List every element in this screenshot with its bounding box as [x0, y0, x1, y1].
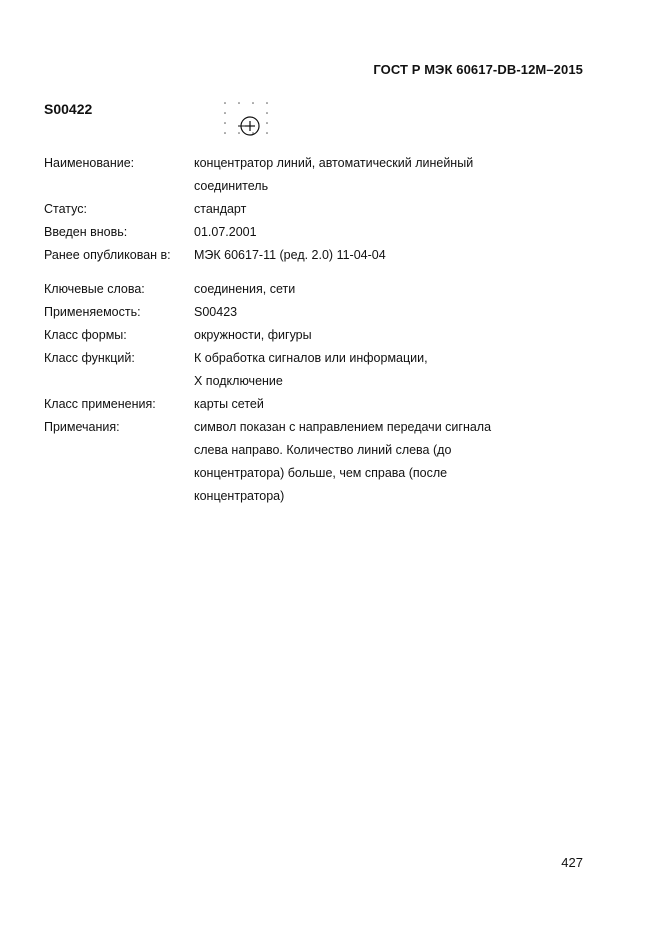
field-label: Введен вновь:: [44, 225, 128, 239]
field-applicability: [44, 301, 544, 324]
field-value: [194, 301, 544, 324]
field-value-line: концентратор линий, автоматический линейный: [194, 156, 474, 170]
page-number: 427: [561, 855, 583, 870]
field-value-line: концентратора) больше, чем справа (после: [194, 466, 448, 480]
field-value: [194, 221, 544, 244]
field-shape-class: [44, 324, 544, 347]
field-label: Ранее опубликован в:: [44, 248, 171, 262]
field-value-line: стандарт: [194, 202, 247, 216]
field-function-class: [44, 347, 544, 393]
field-value-line: карты сетей: [194, 397, 264, 411]
field-value: [194, 324, 544, 347]
field-value-line: слева направо. Количество линий слева (до: [194, 443, 452, 457]
field-label: Класс функций:: [44, 351, 135, 365]
field-label: Класс формы:: [44, 328, 127, 342]
field-previously-published: [44, 244, 544, 267]
field-value: [194, 347, 544, 393]
field-status: [44, 198, 544, 221]
field-value-line: МЭК 60617-11 (ред. 2.0) 11-04-04: [194, 248, 386, 262]
field-keywords: [44, 278, 544, 301]
field-value-line: окружности, фигуры: [194, 328, 312, 342]
field-value: [194, 244, 544, 267]
field-value-line: соединения, сети: [194, 282, 296, 296]
field-label: Примечания:: [44, 420, 120, 434]
field-value-line: символ показан с направлением передачи сигнала: [194, 420, 492, 434]
document-header: ГОСТ Р МЭК 60617-DB-12M–2015: [373, 62, 583, 77]
field-value: [194, 416, 544, 508]
field-label: Наименование:: [44, 156, 135, 170]
field-value: [194, 152, 544, 198]
symbol-code: S00422: [44, 101, 93, 117]
field-value-line: К обработка сигналов или информации,: [194, 351, 428, 365]
field-value: [194, 198, 544, 221]
field-value-line: соединитель: [194, 179, 269, 193]
field-label: Статус:: [44, 202, 87, 216]
field-value-line: X подключение: [194, 374, 283, 388]
field-label: Применяемость:: [44, 305, 141, 319]
field-name: [44, 152, 544, 198]
field-label: Ключевые слова:: [44, 282, 145, 296]
field-value: [194, 393, 544, 416]
field-value-line: концентратора): [194, 489, 285, 503]
field-value: [194, 278, 544, 301]
field-value-line: S00423: [194, 305, 238, 319]
field-value-line: 01.07.2001: [194, 225, 257, 239]
symbol-fields: [44, 152, 544, 508]
field-notes: [44, 416, 544, 508]
concentrator-circle-plus-icon: [222, 99, 278, 144]
field-application-class: [44, 393, 544, 416]
field-label: Класс применения:: [44, 397, 156, 411]
field-introduced: [44, 221, 544, 244]
